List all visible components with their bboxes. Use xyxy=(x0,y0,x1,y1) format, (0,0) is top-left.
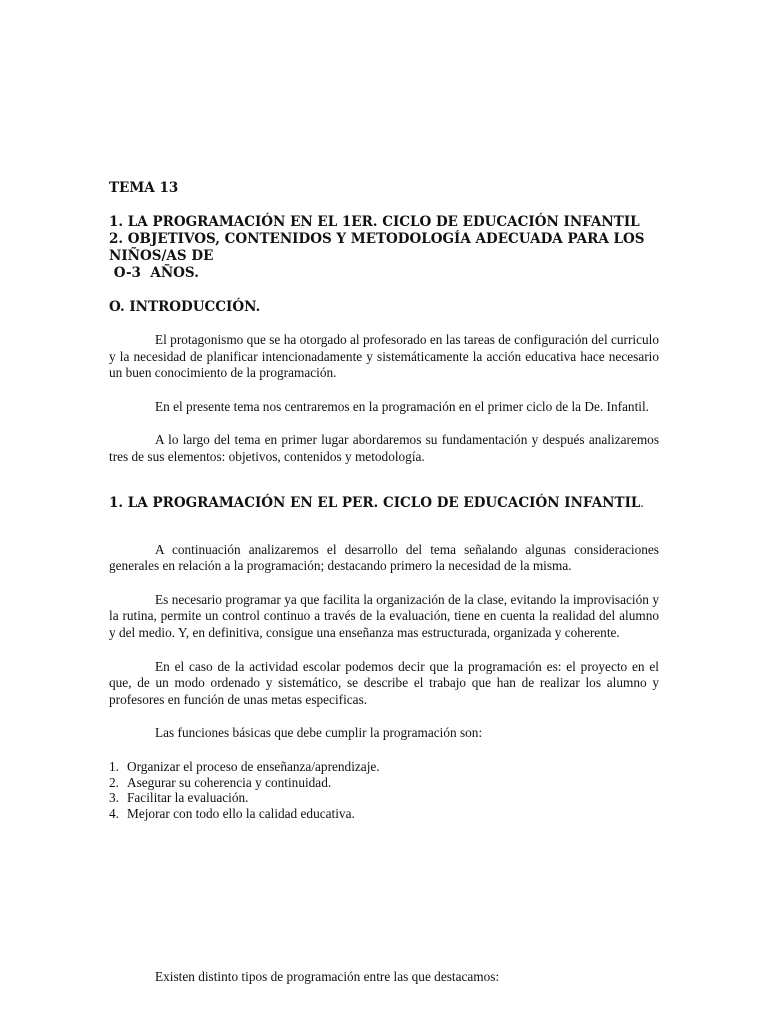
title-line-3: O-3 AÑOS. xyxy=(109,265,199,281)
intro-paragraph: En el presente tema nos centraremos en la programación en el primer ciclo de la De. Infantil. xyxy=(155,398,649,414)
section-1-heading-text: 1. LA PROGRAMACIÓN EN EL PER. CICLO DE EDUCACIÓN INFANTIL xyxy=(109,494,641,511)
list-item xyxy=(109,790,659,806)
intro-paragraph: A lo largo del tema en primer lugar abordaremos su fundamentación y después analizaremos tres de sus elementos: objetivos, contenidos y metodología. xyxy=(109,432,659,464)
list-item-text: Facilitar la evaluación. xyxy=(127,790,249,806)
list-item-text: Asegurar su coherencia y continuidad. xyxy=(127,774,332,790)
topic-number: TEMA 13 xyxy=(109,180,179,196)
list-item-number: 1. xyxy=(109,758,119,774)
list-item-text: Organizar el proceso de enseñanza/aprendizaje. xyxy=(127,758,380,774)
section-1-paragraph: Es necesario programar ya que facilita la organización de la clase, evitando la improvisación y la rutina, permite un control continuo a través de la evaluación, tiene en cuenta la realidad del alumno y del medio. Y, en definitiva, consigue una enseñanza mas estructurada, organizada y coherente. xyxy=(109,591,659,640)
title-line-1: 1. LA PROGRAMACIÓN EN EL 1ER. CICLO DE EDUCACIÓN INFANTIL xyxy=(109,214,640,230)
section-1-paragraph: A continuación analizaremos el desarrollo del tema señalando algunas consideraciones generales en relación a la programación; destacando primero la necesidad de la misma. xyxy=(109,541,659,574)
intro-paragraph: El protagonismo que se ha otorgado al profesorado en las tareas de configuración del curriculo y la necesidad de planificar intencionadamente y sistemáticamente la acción educativa hace necesario un buen conocimiento de la programación. xyxy=(109,332,659,381)
list-item-text: Mejorar con todo ello la calidad educativa. xyxy=(127,805,355,821)
list-item-number: 2. xyxy=(109,774,119,790)
list-item-number: 3. xyxy=(109,790,119,806)
list-item xyxy=(109,775,659,791)
list-item xyxy=(109,806,659,822)
section-1-heading xyxy=(109,494,659,512)
list-item-number: 4. xyxy=(109,805,119,821)
section-1-paragraph: En el caso de la actividad escolar podemos decir que la programación es: el proyecto en el que, de un modo ordenado y sistemático, se describe el trabajo que han de realizar los alumno y profesores en función de unas metas especificas. xyxy=(109,658,659,707)
title-line-2: 2. OBJETIVOS, CONTENIDOS Y METODOLOGÍA ADECUADA PARA LOS NIÑOS/AS DE xyxy=(109,231,650,264)
closing-line: Existen distinto tipos de programación entre las que destacamos: xyxy=(155,969,500,984)
functions-list xyxy=(109,759,659,821)
section-1-paragraph: Las funciones básicas que debe cumplir la programación son: xyxy=(155,725,483,741)
document-body xyxy=(109,180,659,821)
list-item xyxy=(109,759,659,775)
section-1-heading-suffix: . xyxy=(640,494,644,510)
intro-heading: O. INTRODUCCIÓN. xyxy=(109,299,261,315)
